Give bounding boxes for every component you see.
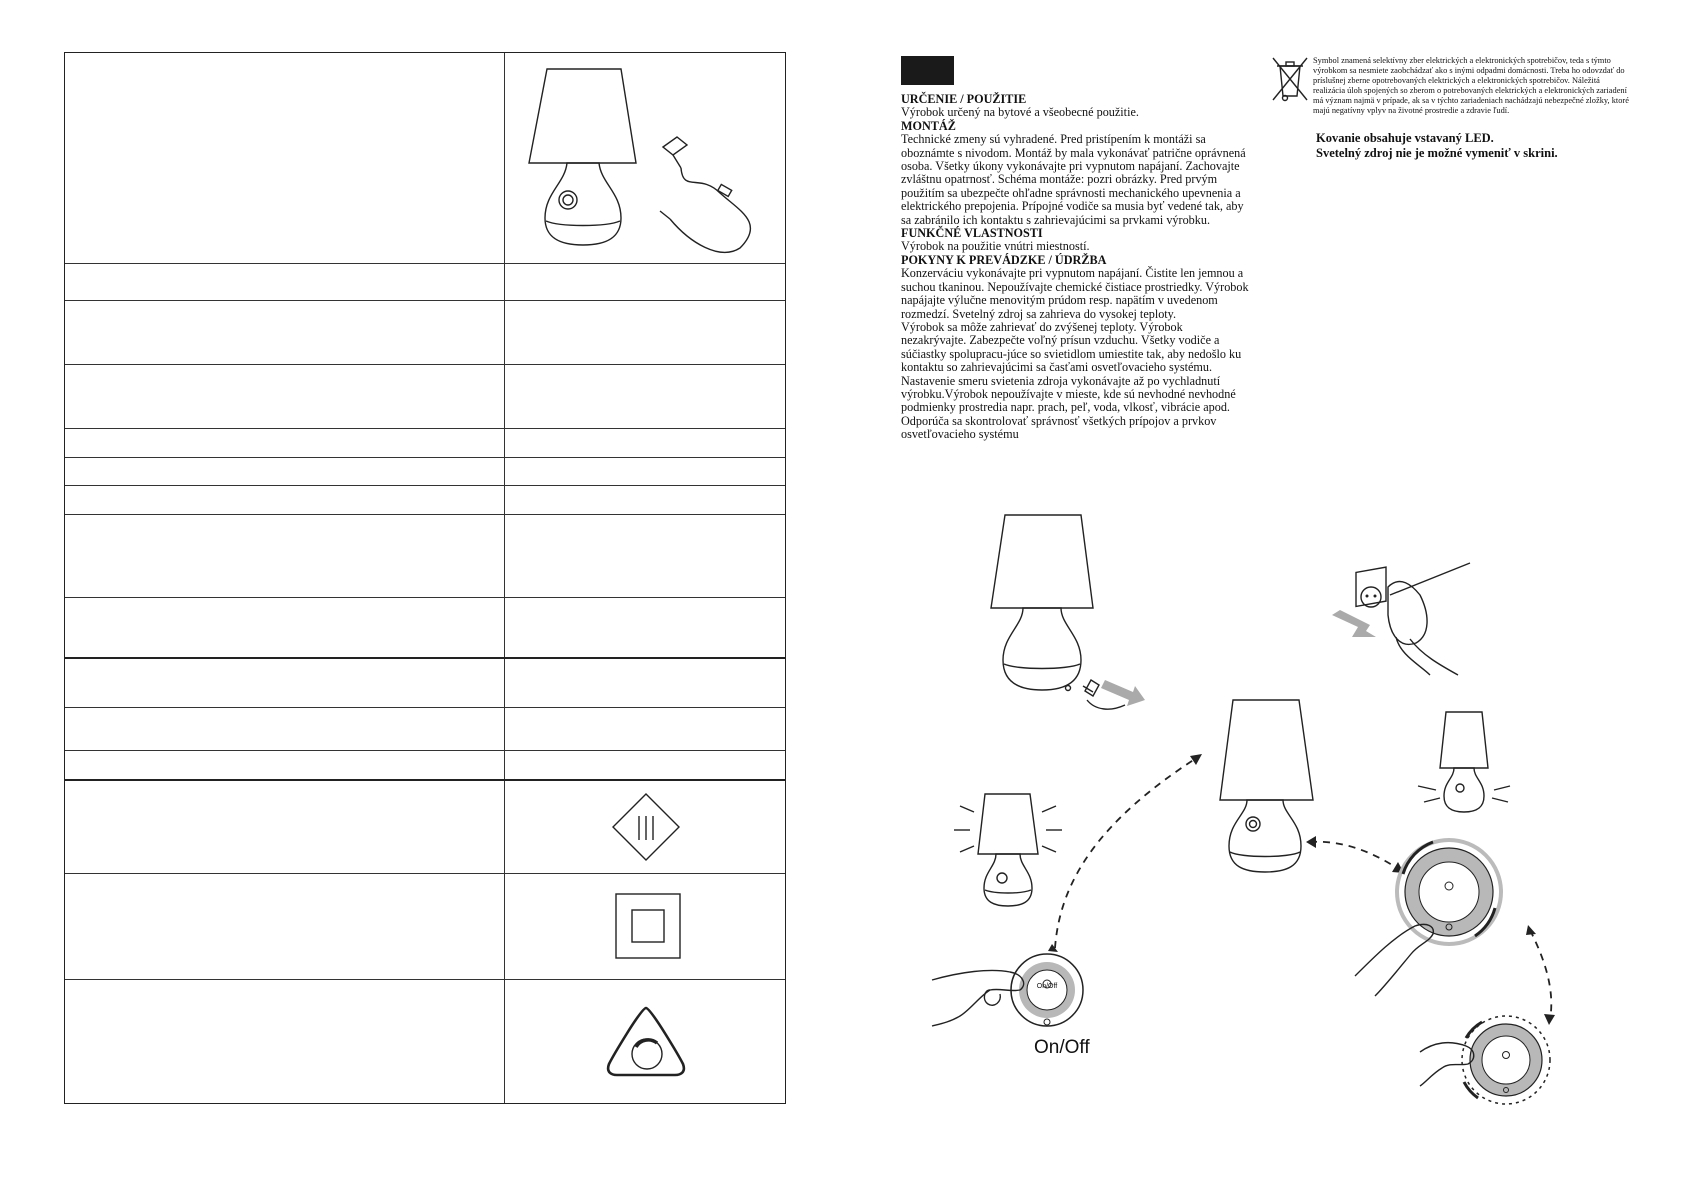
usage-text: Výrobok určený na bytové a všeobecné použitie. (901, 105, 1139, 120)
maintenance-text-3: Nastavenie smeru svietenia zdroja vykonávajte až po vychladnutí výrobku.Výrobok nepoužívajte v mieste, kde sú nevhodné nevhodné podmienky prostredia napr. prach, peľ, voda, vlkosť, vibrácie apod. Odporúča sa skontrolovať správnosť všetkých prípojov a prvkov osvetľovacieho systému (901, 373, 1236, 442)
assembly-heading: MONTÁŽ (901, 118, 956, 133)
weee-notice: Symbol znamená selektívny zber elektrických a elektronických spotrebičov, teda s týmto výrobkom sa nesmiete zaobchádzať ako s inými odpadmi domácnosti. Treba ho odovzdať do príslušnej zberne opotrebovaných elektrických a elektronických spotrebičov. Náležitá realizácia úloh spojených so zberom o potrebovaných elektrických a elektronických zariadení má význam najmä v prípade, ak sa v týchto zariadeniach nachádzajú nebezpečné zložky, ktoré majú negatívny vplyv na životné prostredie a zdravie ľudí. (1313, 56, 1629, 116)
dimmer-ring-illustration (1355, 826, 1505, 996)
function-text: Výrobok na použitie vnútri miestností. (901, 239, 1090, 254)
maintenance-heading: POKYNY K PREVÁDZKE / ÚDRŽBA (901, 252, 1107, 267)
assembly-text: Technické zmeny sú vyhradené. Pred pristípením k montáži sa oboznámte s nivodom. Montáž by mala vykonávať patrične oprávnená osoba. Všetky úkony vykonávajte pri vypnutom napájaní. Zachovajte zvláštnu opatrnosť. Schéma montáže: pozri obrázky. Pred prvým použitím sa ubezpečte ohľadne správnosti mechanického upevnenia a elektrického prepojenia. Prípojné vodiče sa musia byť vedené tak, aby sa zabránilo ich kontaktu s zahrievajúcimi sa prvkami výrobku. (901, 132, 1246, 227)
dimmer-hold-illustration (1420, 1012, 1550, 1112)
onoff-small-label: On/Off (1036, 983, 1058, 990)
function-heading: FUNKČNÉ VLASTNOSTI (901, 226, 1043, 241)
maintenance-text-2: Výrobok sa môže zahrievať do zvýšenej teploty. Výrobok nezakrývajte. Zabezpečte voľný prísun vzduchu. Všetky vodiče a súčiastky spolupracu-júce so svietidlom umiestite tak, aby nedošlo ku kontaktu so zahrievajúcimi sa časťami osvetľovacieho systému. (901, 319, 1242, 375)
onoff-button-press-illustration (930, 950, 1100, 1050)
usage-heading: URČENIE / POUŽITIE (901, 92, 1027, 106)
led-note-line-2: Svetelný zdroj nie je možné vymeniť v skrini. (1316, 146, 1558, 160)
maintenance-text-1: Konzerváciu vykonávajte pri vypnutom napájaní. Čistite len jemnou a suchou tkaninou. Nepoužívajte chemické čistiace prostriedky. Výrobok napájajte výlučne menovitým prúdom resp. napätím v uvedenom rozmedzí. Svetelný zdroj sa zahrieva do vysokej teploty. (901, 266, 1249, 321)
onoff-caption: On/Off (1034, 1037, 1090, 1058)
led-note-line-1: Kovanie obsahuje vstavaný LED. (1316, 131, 1494, 145)
power-icon (1044, 1019, 1050, 1025)
